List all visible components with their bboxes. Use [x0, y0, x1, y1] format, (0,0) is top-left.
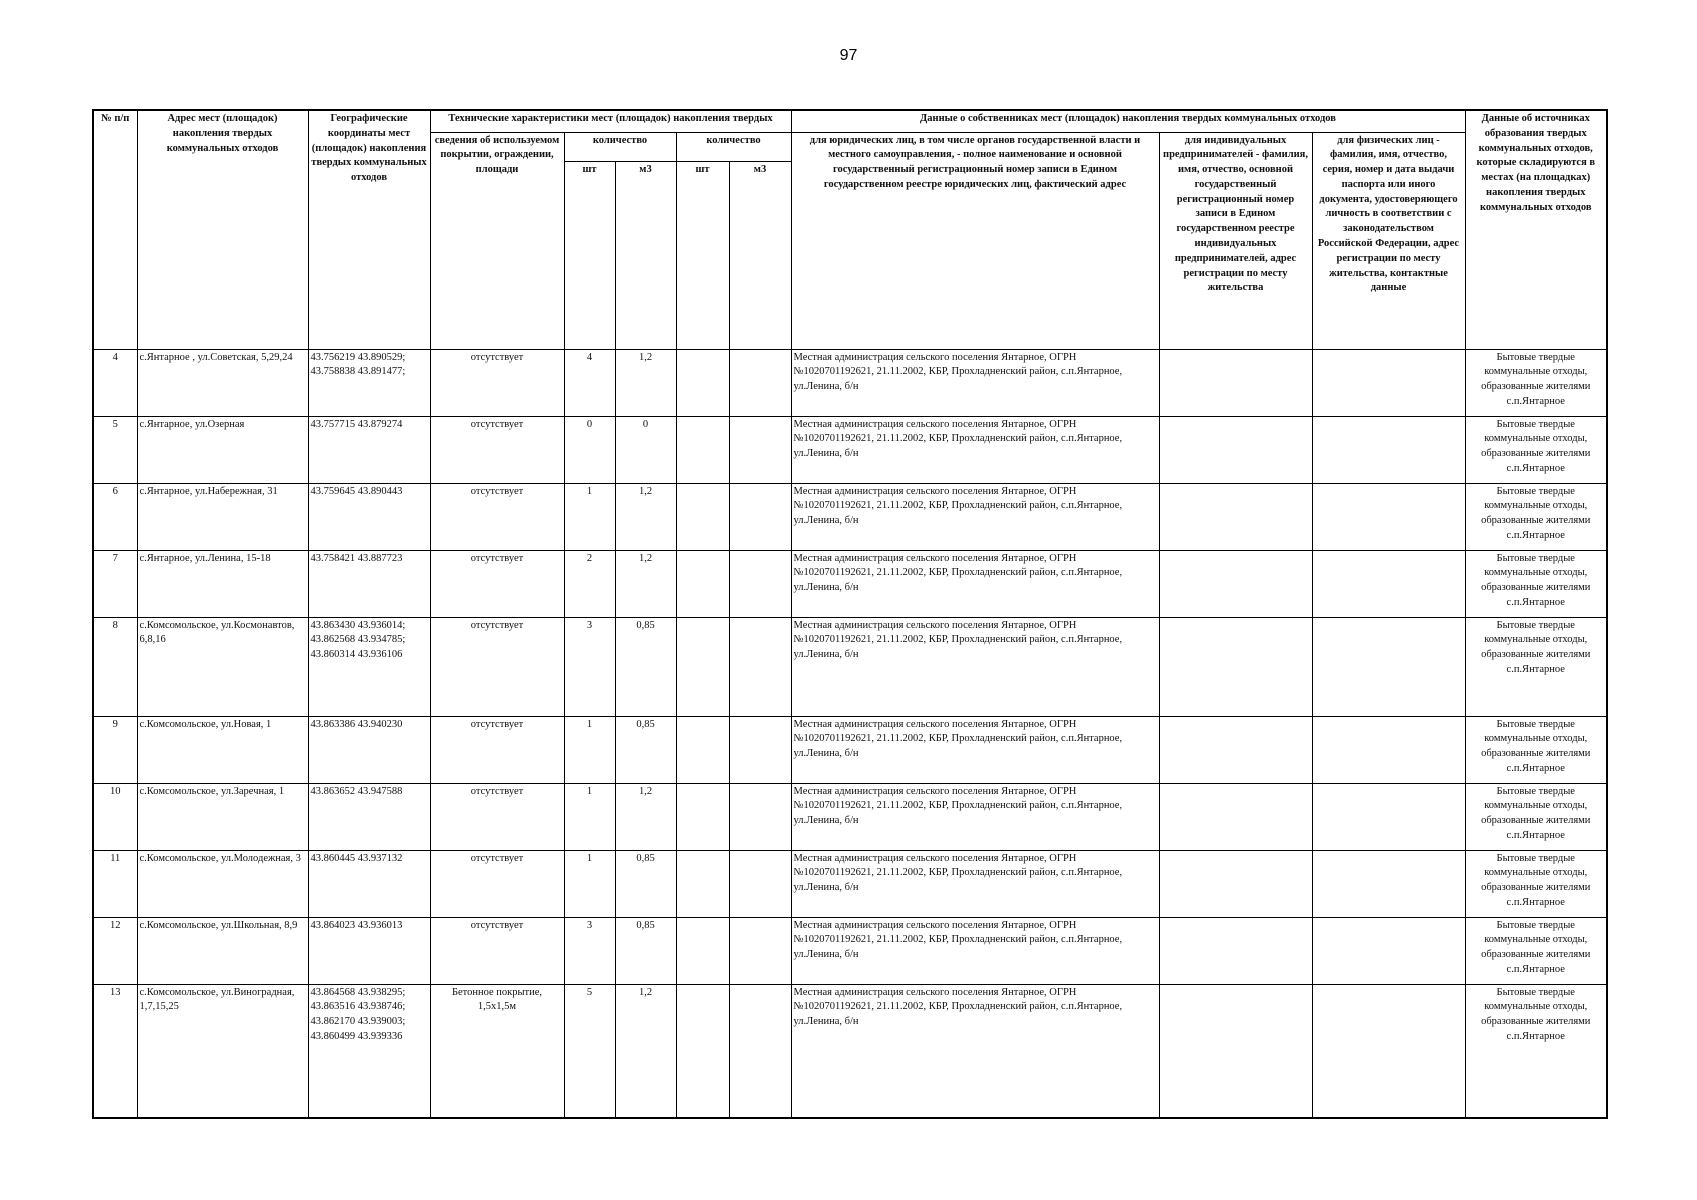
cell-count-sht: 1	[564, 850, 615, 917]
cell-owner-ip	[1159, 349, 1312, 416]
cell-count-m3: 0,85	[615, 917, 676, 984]
cell-address: с.Комсомольское, ул.Школьная, 8,9	[137, 917, 308, 984]
table-row	[93, 483, 1607, 550]
cell-source: Бытовые твердые коммунальные отходы, образованные жителями с.п.Янтарное	[1465, 483, 1607, 550]
cell-owner-legal: Местная администрация сельского поселения Янтарное, ОГРН №1020701192621, 21.11.2002, КБР, Прохладненский район, с.п.Янтарное, ул.Ленина, б/н	[791, 550, 1159, 617]
cell-source: Бытовые твердые коммунальные отходы, образованные жителями с.п.Янтарное	[1465, 716, 1607, 783]
cell-coords: 43.863430 43.936014; 43.862568 43.934785; 43.860314 43.936106	[308, 617, 430, 716]
cell-owner-legal: Местная администрация сельского поселения Янтарное, ОГРН №1020701192621, 21.11.2002, КБР, Прохладненский район, с.п.Янтарное, ул.Ленина, б/н	[791, 617, 1159, 716]
cell-address: с.Комсомольское, ул.Заречная, 1	[137, 783, 308, 850]
header-sources: Данные об источниках образования твердых коммунальных отходов, которые складируются в местах (на площадках) накопления твердых коммунальных отходов	[1465, 110, 1607, 349]
cell-num: 10	[93, 783, 137, 850]
cell-source: Бытовые твердые коммунальные отходы, образованные жителями с.п.Янтарное	[1465, 850, 1607, 917]
header-owners: Данные о собственниках мест (площадок) накопления твердых коммунальных отходов	[791, 110, 1465, 132]
cell-source: Бытовые твердые коммунальные отходы, образованные жителями с.п.Янтарное	[1465, 416, 1607, 483]
cell-count-sht-2	[676, 783, 729, 850]
cell-count-m3-2	[729, 617, 791, 716]
cell-count-m3: 0,85	[615, 617, 676, 716]
cell-coords: 43.759645 43.890443	[308, 483, 430, 550]
cell-source: Бытовые твердые коммунальные отходы, образованные жителями с.п.Янтарное	[1465, 550, 1607, 617]
cell-count-sht-2	[676, 617, 729, 716]
cell-num: 5	[93, 416, 137, 483]
cell-count-m3-2	[729, 550, 791, 617]
cell-owner-ip	[1159, 716, 1312, 783]
cell-coords: 43.864023 43.936013	[308, 917, 430, 984]
cell-owner-phys	[1312, 917, 1465, 984]
header-tech: Технические характеристики мест (площадок) накопления твердых	[430, 110, 791, 132]
cell-owner-phys	[1312, 984, 1465, 1118]
cell-owner-phys	[1312, 716, 1465, 783]
cell-owner-ip	[1159, 783, 1312, 850]
header-owners-legal: для юридических лиц, в том числе органов государственной власти и местного самоуправления, - полное наименование и основной государственный регистрационный номер записи в Едином государственном реестре юридических лиц, фактический адрес	[791, 132, 1159, 349]
cell-count-m3: 1,2	[615, 984, 676, 1118]
cell-cover: отсутствует	[430, 550, 564, 617]
cell-owner-phys	[1312, 416, 1465, 483]
cell-count-sht: 4	[564, 349, 615, 416]
header-coords: Географические координаты мест (площадок) накопления твердых коммунальных отходов	[308, 110, 430, 349]
cell-owner-phys	[1312, 783, 1465, 850]
cell-count-m3: 1,2	[615, 550, 676, 617]
cell-owner-ip	[1159, 984, 1312, 1118]
table-row	[93, 917, 1607, 984]
cell-owner-legal: Местная администрация сельского поселения Янтарное, ОГРН №1020701192621, 21.11.2002, КБР, Прохладненский район, с.п.Янтарное, ул.Ленина, б/н	[791, 850, 1159, 917]
cell-num: 6	[93, 483, 137, 550]
cell-num: 9	[93, 716, 137, 783]
cell-owner-legal: Местная администрация сельского поселения Янтарное, ОГРН №1020701192621, 21.11.2002, КБР, Прохладненский район, с.п.Янтарное, ул.Ленина, б/н	[791, 416, 1159, 483]
table-row	[93, 783, 1607, 850]
cell-cover: отсутствует	[430, 483, 564, 550]
table-row	[93, 349, 1607, 416]
cell-address: с.Янтарное, ул.Озерная	[137, 416, 308, 483]
cell-owner-legal: Местная администрация сельского поселения Янтарное, ОГРН №1020701192621, 21.11.2002, КБР, Прохладненский район, с.п.Янтарное, ул.Ленина, б/н	[791, 917, 1159, 984]
cell-count-m3: 1,2	[615, 349, 676, 416]
cell-count-sht: 1	[564, 716, 615, 783]
cell-owner-legal: Местная администрация сельского поселения Янтарное, ОГРН №1020701192621, 21.11.2002, КБР, Прохладненский район, с.п.Янтарное, ул.Ленина, б/н	[791, 984, 1159, 1118]
cell-count-sht: 3	[564, 617, 615, 716]
cell-num: 12	[93, 917, 137, 984]
cell-owner-ip	[1159, 917, 1312, 984]
cell-count-sht-2	[676, 416, 729, 483]
cell-owner-phys	[1312, 483, 1465, 550]
cell-cover: Бетонное покрытие, 1,5х1,5м	[430, 984, 564, 1118]
cell-source: Бытовые твердые коммунальные отходы, образованные жителями с.п.Янтарное	[1465, 917, 1607, 984]
cell-cover: отсутствует	[430, 917, 564, 984]
cell-count-sht-2	[676, 349, 729, 416]
cell-count-m3: 0	[615, 416, 676, 483]
cell-owner-phys	[1312, 550, 1465, 617]
table-row	[93, 716, 1607, 783]
cell-coords: 43.860445 43.937132	[308, 850, 430, 917]
cell-source: Бытовые твердые коммунальные отходы, образованные жителями с.п.Янтарное	[1465, 349, 1607, 416]
cell-count-m3-2	[729, 783, 791, 850]
header-unit-m3-1: м3	[615, 161, 676, 349]
cell-count-m3-2	[729, 349, 791, 416]
cell-address: с.Янтарное, ул.Ленина, 15-18	[137, 550, 308, 617]
table-row	[93, 550, 1607, 617]
cell-owner-legal: Местная администрация сельского поселения Янтарное, ОГРН №1020701192621, 21.11.2002, КБР, Прохладненский район, с.п.Янтарное, ул.Ленина, б/н	[791, 483, 1159, 550]
cell-source: Бытовые твердые коммунальные отходы, образованные жителями с.п.Янтарное	[1465, 984, 1607, 1118]
cell-num: 4	[93, 349, 137, 416]
header-tech-count-2: количество	[676, 132, 791, 161]
waste-sites-table	[92, 109, 1608, 1119]
cell-count-sht-2	[676, 917, 729, 984]
cell-address: с.Янтарное, ул.Набережная, 31	[137, 483, 308, 550]
cell-count-sht-2	[676, 850, 729, 917]
cell-coords: 43.758421 43.887723	[308, 550, 430, 617]
cell-count-sht: 3	[564, 917, 615, 984]
cell-owner-legal: Местная администрация сельского поселения Янтарное, ОГРН №1020701192621, 21.11.2002, КБР, Прохладненский район, с.п.Янтарное, ул.Ленина, б/н	[791, 349, 1159, 416]
cell-coords: 43.863386 43.940230	[308, 716, 430, 783]
header-num: № п/п	[93, 110, 137, 349]
cell-count-sht: 2	[564, 550, 615, 617]
cell-cover: отсутствует	[430, 349, 564, 416]
cell-count-m3-2	[729, 416, 791, 483]
cell-coords: 43.863652 43.947588	[308, 783, 430, 850]
cell-owner-phys	[1312, 617, 1465, 716]
header-tech-count-1: количество	[564, 132, 676, 161]
cell-count-m3-2	[729, 850, 791, 917]
header-owners-phys: для физических лиц - фамилия, имя, отчество, серия, номер и дата выдачи паспорта или иного документа, удостоверяющего личность в соответствии с законодательством Российской Федерации, адрес регистрации по месту жительства, контактные данные	[1312, 132, 1465, 349]
cell-coords: 43.757715 43.879274	[308, 416, 430, 483]
cell-count-m3: 1,2	[615, 483, 676, 550]
cell-cover: отсутствует	[430, 617, 564, 716]
cell-count-m3: 0,85	[615, 850, 676, 917]
cell-count-m3: 0,85	[615, 716, 676, 783]
cell-num: 13	[93, 984, 137, 1118]
table-header	[93, 110, 1607, 349]
table-body	[93, 349, 1607, 1118]
cell-count-sht: 1	[564, 483, 615, 550]
cell-address: с.Комсомольское, ул.Космонавтов, 6,8,16	[137, 617, 308, 716]
cell-cover: отсутствует	[430, 716, 564, 783]
cell-count-sht-2	[676, 984, 729, 1118]
cell-owner-ip	[1159, 617, 1312, 716]
cell-count-sht: 0	[564, 416, 615, 483]
table-row	[93, 617, 1607, 716]
header-unit-sht-2: шт	[676, 161, 729, 349]
cell-num: 7	[93, 550, 137, 617]
cell-source: Бытовые твердые коммунальные отходы, образованные жителями с.п.Янтарное	[1465, 617, 1607, 716]
cell-owner-ip	[1159, 416, 1312, 483]
cell-count-sht-2	[676, 550, 729, 617]
cell-count-sht-2	[676, 716, 729, 783]
header-unit-sht-1: шт	[564, 161, 615, 349]
cell-address: с.Комсомольское, ул.Виноградная, 1,7,15,25	[137, 984, 308, 1118]
cell-owner-ip	[1159, 550, 1312, 617]
cell-address: с.Комсомольское, ул.Новая, 1	[137, 716, 308, 783]
cell-num: 8	[93, 617, 137, 716]
cell-owner-legal: Местная администрация сельского поселения Янтарное, ОГРН №1020701192621, 21.11.2002, КБР, Прохладненский район, с.п.Янтарное, ул.Ленина, б/н	[791, 783, 1159, 850]
cell-source: Бытовые твердые коммунальные отходы, образованные жителями с.п.Янтарное	[1465, 783, 1607, 850]
cell-count-m3-2	[729, 716, 791, 783]
cell-num: 11	[93, 850, 137, 917]
header-owners-ip: для индивидуальных предпринимателей - фамилия, имя, отчество, основной государственный регистрационный номер записи в Едином государственном реестре индивидуальных предпринимателей, адрес регистрации по месту жительства	[1159, 132, 1312, 349]
cell-count-sht: 1	[564, 783, 615, 850]
cell-address: с.Комсомольское, ул.Молодежная, 3	[137, 850, 308, 917]
cell-owner-phys	[1312, 850, 1465, 917]
cell-owner-legal: Местная администрация сельского поселения Янтарное, ОГРН №1020701192621, 21.11.2002, КБР, Прохладненский район, с.п.Янтарное, ул.Ленина, б/н	[791, 716, 1159, 783]
cell-owner-phys	[1312, 349, 1465, 416]
cell-count-sht-2	[676, 483, 729, 550]
cell-count-sht: 5	[564, 984, 615, 1118]
cell-count-m3-2	[729, 917, 791, 984]
table-row	[93, 416, 1607, 483]
cell-owner-ip	[1159, 483, 1312, 550]
header-unit-m3-2: м3	[729, 161, 791, 349]
cell-count-m3-2	[729, 984, 791, 1118]
header-tech-cover: сведения об используемом покрытии, ограждении, площади	[430, 132, 564, 349]
cell-address: с.Янтарное , ул.Советская, 5,29,24	[137, 349, 308, 416]
header-address: Адрес мест (площадок) накопления твердых коммунальных отходов	[137, 110, 308, 349]
cell-coords: 43.864568 43.938295; 43.863516 43.938746; 43.862170 43.939003; 43.860499 43.939336	[308, 984, 430, 1118]
cell-cover: отсутствует	[430, 783, 564, 850]
cell-count-m3-2	[729, 483, 791, 550]
cell-count-m3: 1,2	[615, 783, 676, 850]
cell-owner-ip	[1159, 850, 1312, 917]
table-row	[93, 984, 1607, 1118]
cell-coords: 43.756219 43.890529; 43.758838 43.891477;	[308, 349, 430, 416]
cell-cover: отсутствует	[430, 416, 564, 483]
cell-cover: отсутствует	[430, 850, 564, 917]
page-number: 97	[839, 47, 858, 64]
table-row	[93, 850, 1607, 917]
